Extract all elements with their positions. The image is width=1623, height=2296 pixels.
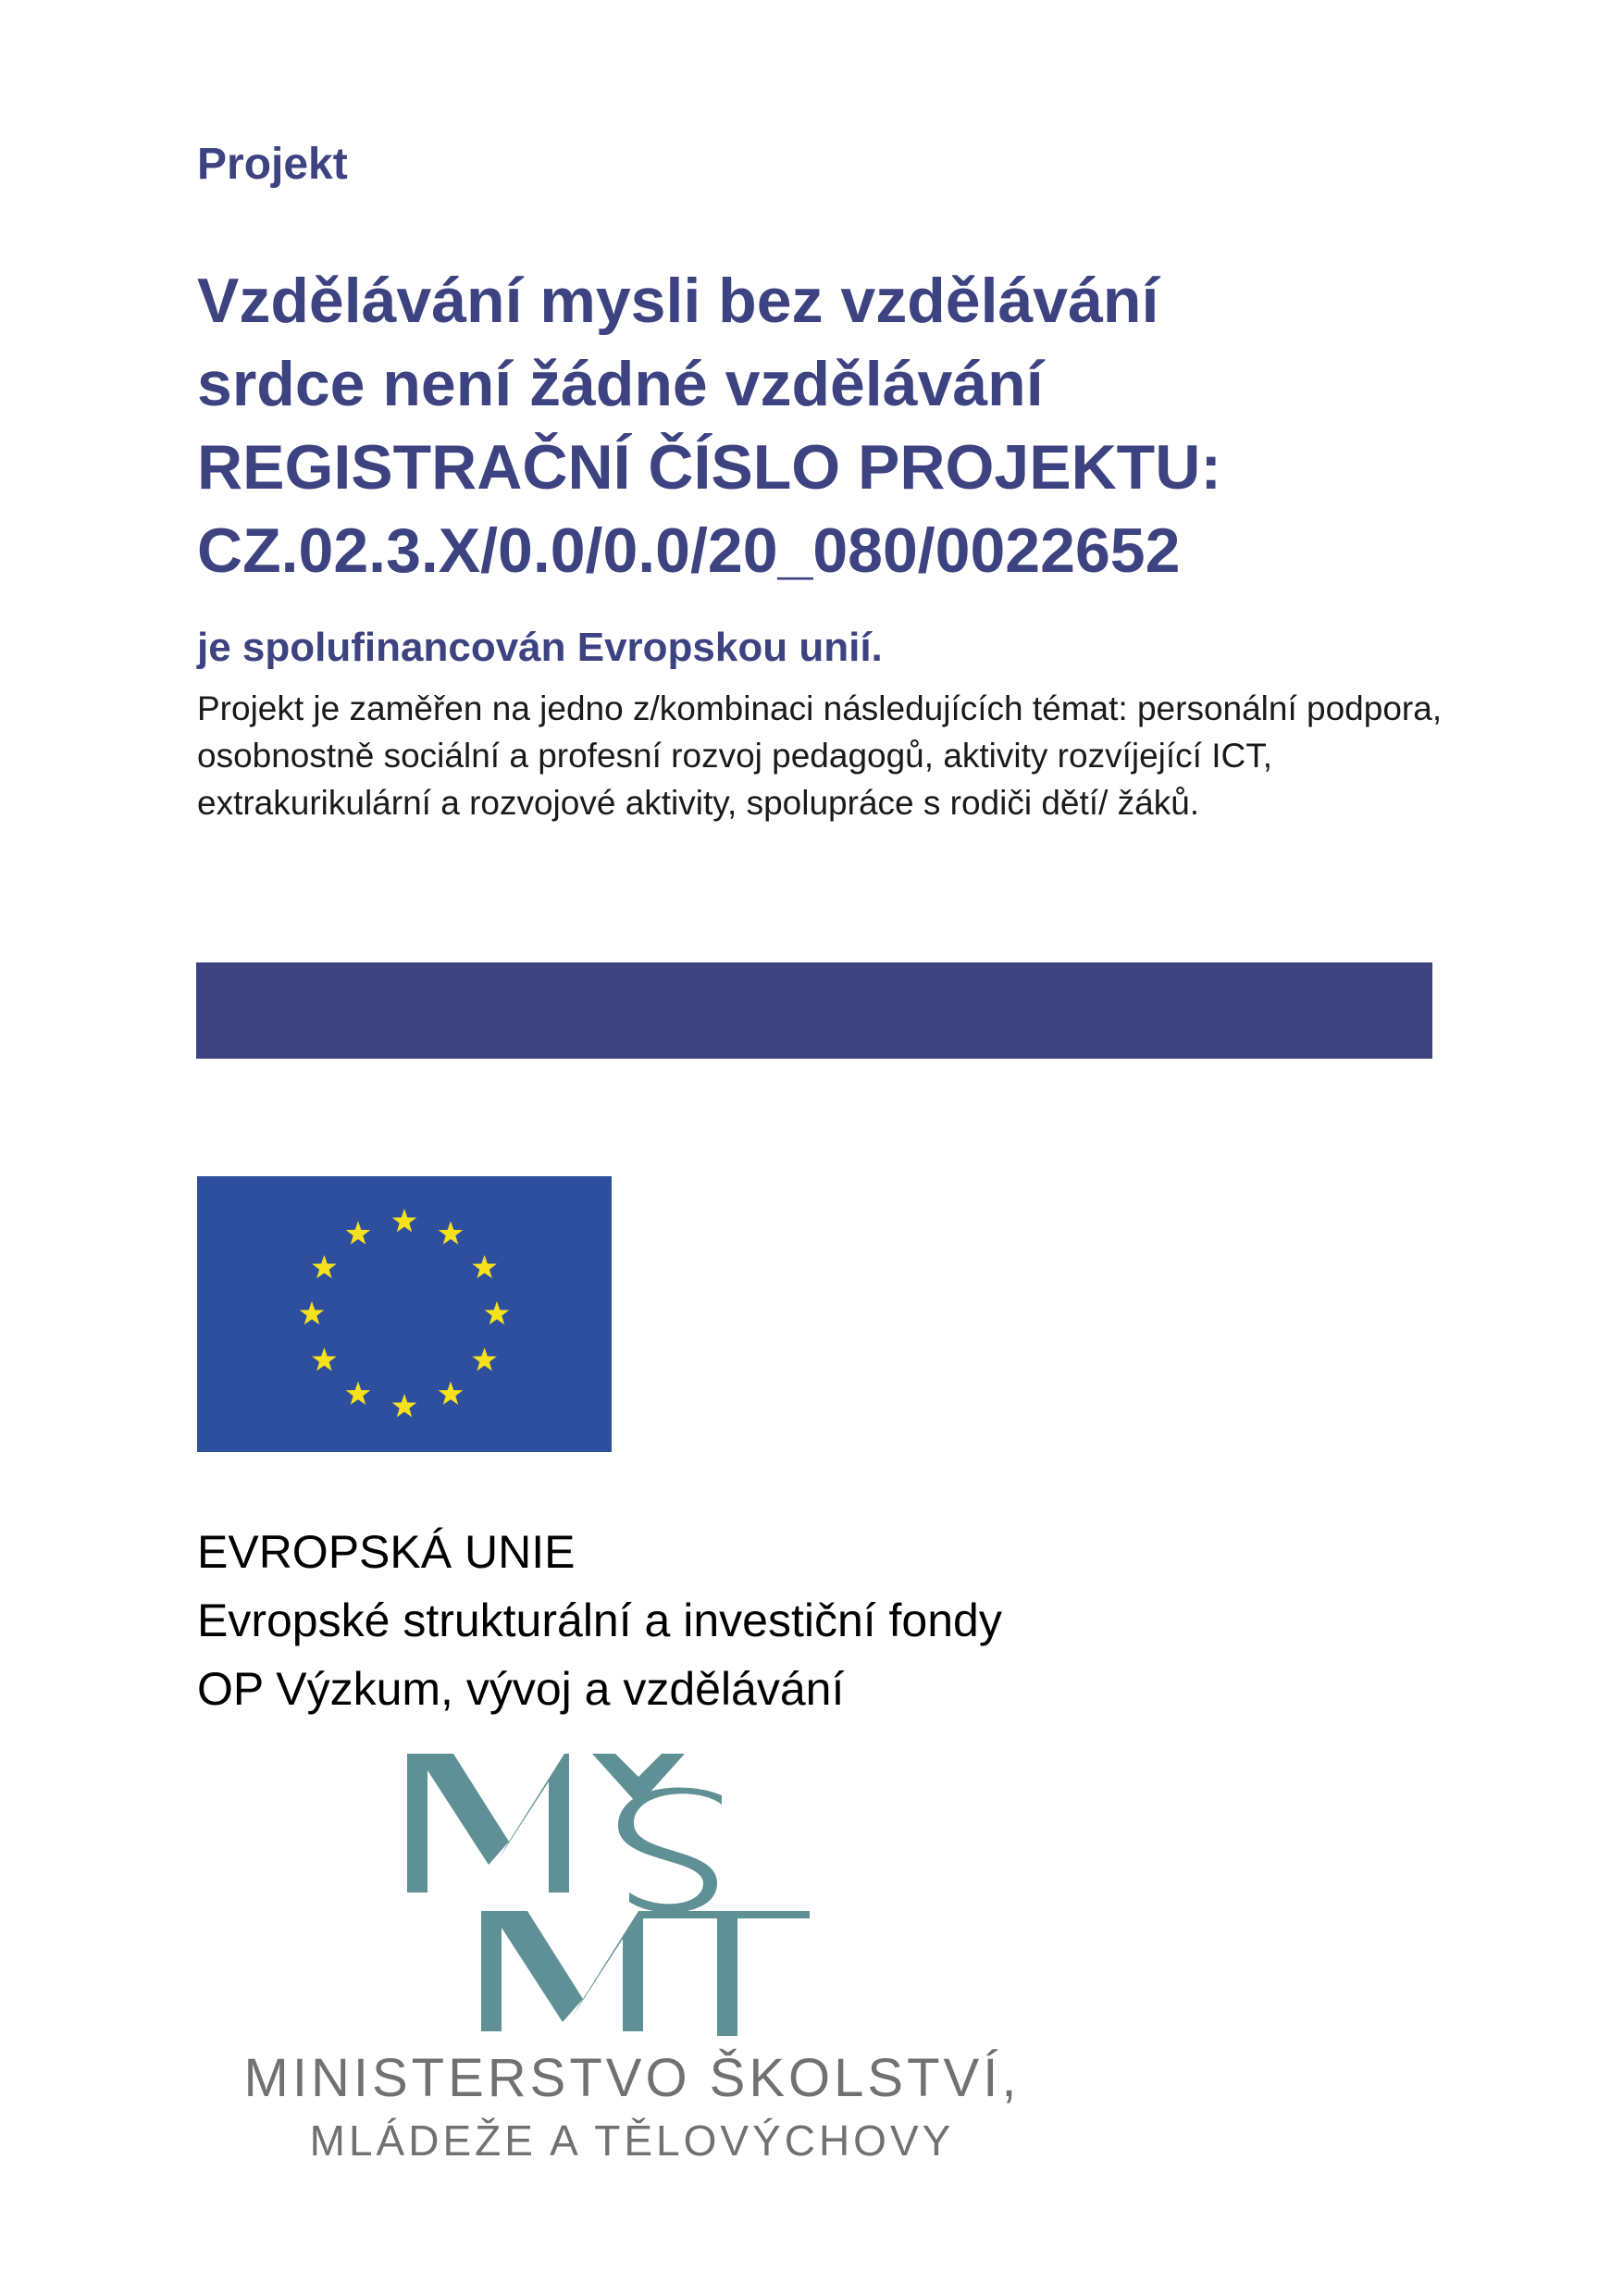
eu-funding-text — [197, 1518, 1002, 1723]
ministry-name-line1: MINISTERSTVO ŠKOLSTVÍ, — [243, 2048, 1021, 2108]
project-description: Projekt je zaměřen na jedno z/kombinaci následujících témat: personální podpora, osobnostně sociální a profesní rozvoj pedagogů, aktivity rozvíjející ICT, extrakurikulární a rozvojové aktivity, spolupráce s rodiči dětí/ žáků. — [197, 689, 1443, 822]
msmt-logo-icon — [407, 1754, 833, 2041]
title-line: Vzdělávání mysli bez vzdělávání — [197, 266, 1159, 336]
ministry-name-line2: MLÁDEŽE A TĚLOVÝCHOVY — [309, 2116, 955, 2165]
registration-number: CZ.02.3.X/0.0/0.0/20_080/0022652 — [197, 515, 1181, 586]
op-programme: OP Výzkum, vývoj a vzdělávání — [197, 1663, 845, 1715]
title-line: srdce není žádné vzdělávání — [197, 349, 1044, 419]
registration-heading: REGISTRAČNÍ ČÍSLO PROJEKTU: — [197, 432, 1221, 503]
project-label: Projekt — [197, 140, 348, 189]
eu-name: EVROPSKÁ UNIE — [197, 1526, 576, 1578]
cofinanced-statement: je spolufinancován Evropskou unií. — [197, 625, 883, 670]
eu-funds: Evropské strukturální a investiční fondy — [197, 1595, 1002, 1646]
ministry-name — [197, 2045, 1067, 2169]
color-band — [196, 962, 1432, 1059]
eu-flag-icon — [197, 1176, 612, 1452]
project-title — [197, 259, 1585, 592]
